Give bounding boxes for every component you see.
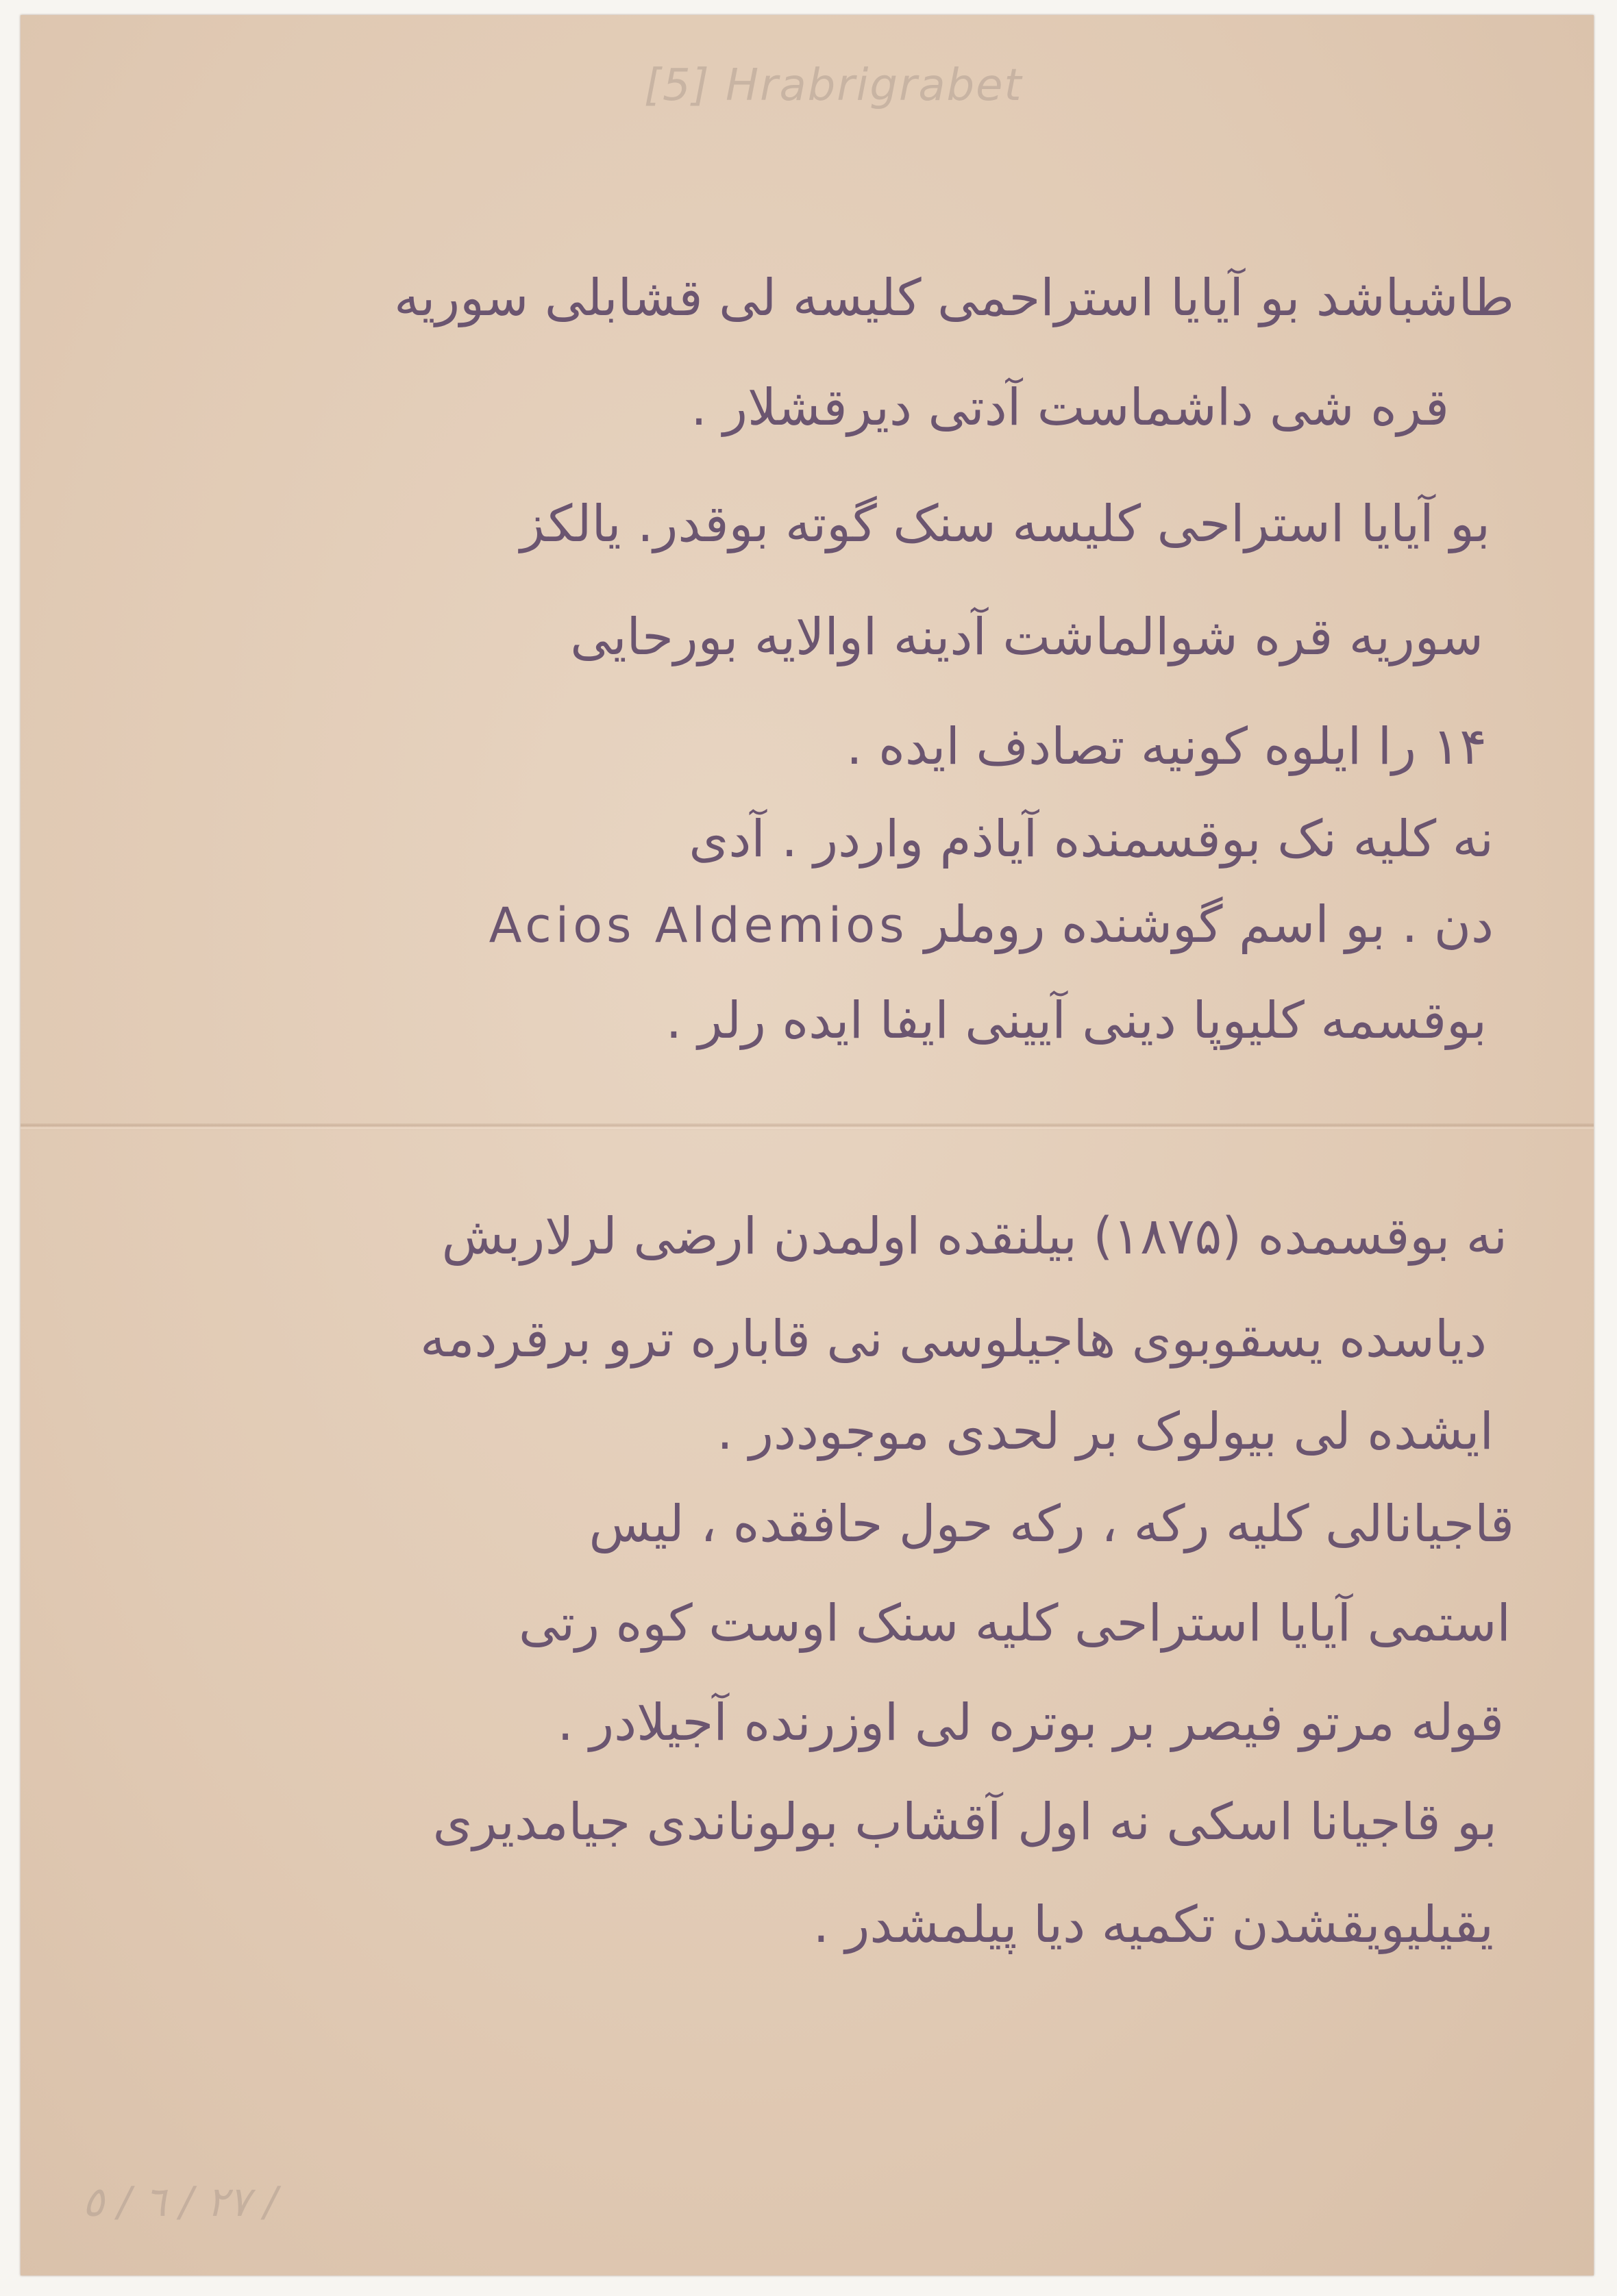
- bleed-through-text-bottom: / ۲۷ / ٦ / ٥: [82, 2178, 277, 2226]
- text-line-16: یقیلیویقشدن تکمیه دیا پیلمشدر .: [813, 1895, 1494, 1954]
- text-line-14: قوله مرتو فیصر بر بوتره لی اوزرنده آجیلادر .: [557, 1693, 1504, 1752]
- text-line-3: بو آیایا استراحی کلیسه سنک گوته بوقدر. یالکز: [520, 495, 1490, 553]
- text-line-5: ۱۴ را ایلوه کونیه تصادف ایده .: [846, 717, 1487, 776]
- latin-phrase: Acios Aldemios: [489, 897, 909, 953]
- text-line-13: استمی آیایا استراحی کلیه سنک اوست کوه رتی: [518, 1594, 1511, 1653]
- text-line-9: نه بوقسمده (۱۸۷۵) بیلنقده اولمدن ارضی لرلاربش: [441, 1207, 1507, 1266]
- text-line-12: قاجیانالی کلیه رکه ، رکه حول حافقده ، لیس: [589, 1495, 1514, 1553]
- text-line-8: بوقسمه کلیوپا دینی آیینی ایفا ایده رلر .: [665, 991, 1487, 1050]
- text-line-6: نه کلیه نک بوقسمنده آیاذم واردر . آدی: [689, 810, 1494, 869]
- text-line-7: [489, 890, 1494, 960]
- bleed-through-text-top: [5] Hrabrigrabet: [644, 60, 1023, 111]
- text-line-1: طاشباشد بو آیایا استراحمی کلیسه لی قشابلی سوریه: [394, 269, 1514, 327]
- text-line-11: ایشده لی بیولوک بر لحدی موجوددر .: [717, 1402, 1494, 1461]
- text-line-7-arabic: دن . بو اسم گوشنده روملر: [924, 895, 1494, 954]
- text-line-4: سوریه قره شوالماشت آدینه اوالایه بورحایی: [570, 608, 1483, 666]
- text-line-2: قره شی داشماست آدتی دیرقشلار .: [691, 378, 1449, 437]
- text-line-10: دیاسده یسقوبوی هاجیلوسی نی قاباره ترو برقردمه: [420, 1310, 1487, 1369]
- text-line-15: بو قاجیانا اسکی نه اول آقشاب بولوناندی جیامدیری: [432, 1793, 1497, 1851]
